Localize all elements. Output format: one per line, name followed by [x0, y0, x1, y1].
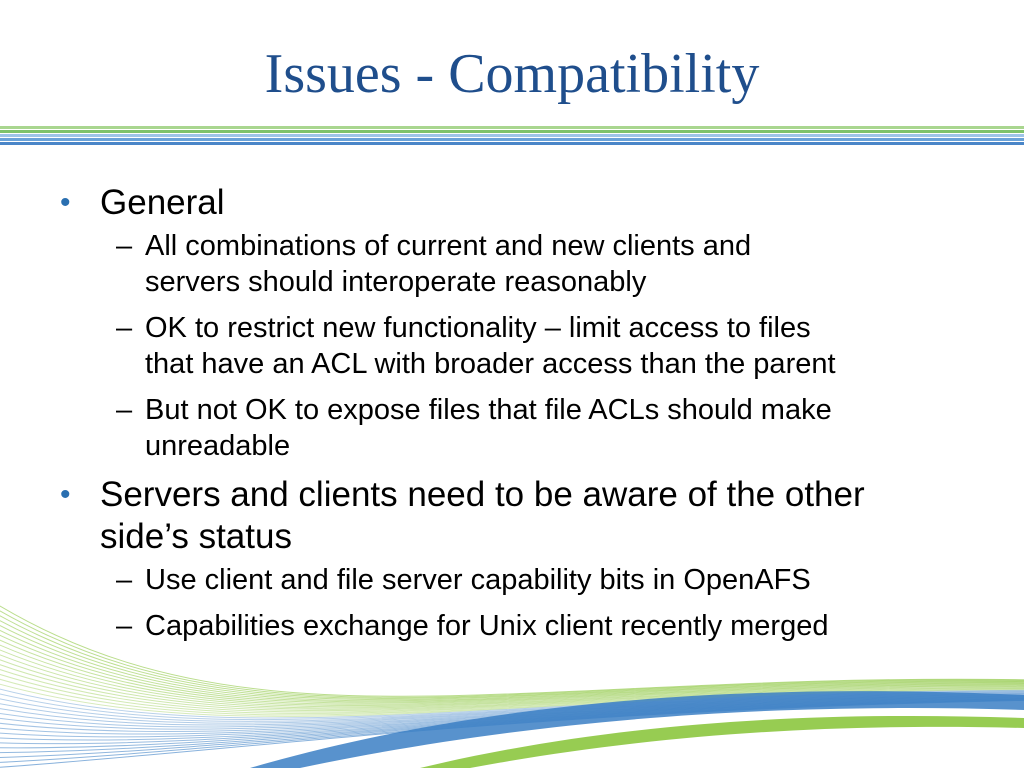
sub-bullet-interoperate — [60, 228, 980, 300]
sublist-general — [60, 228, 980, 464]
dash-marker: – — [116, 312, 133, 344]
sub-bullet-line: unreadable — [145, 430, 291, 462]
dash-marker: – — [116, 230, 133, 262]
sub-bullet-line: Use client and file server capability bits in OpenAFS — [145, 564, 811, 596]
dash-marker: – — [116, 564, 133, 596]
dash-marker: – — [116, 610, 133, 642]
sub-bullet-line: OK to restrict new functionality – limit access to files — [145, 312, 811, 344]
slide-title: Issues - Compatibility — [264, 43, 760, 105]
bullet-awareness — [60, 474, 980, 558]
sub-bullet-restrict — [60, 310, 980, 382]
bullet-marker: • — [60, 186, 71, 219]
bullet-text: side’s status — [100, 517, 292, 556]
sub-bullet-line: But not OK to expose files that file ACLs should make — [145, 394, 832, 426]
sub-bullet-expose — [60, 392, 980, 464]
sub-bullet-line: that have an ACL with broader access than the parent — [145, 348, 836, 380]
bullet-text: Servers and clients need to be aware of the other — [100, 475, 865, 514]
title-divider — [0, 126, 1024, 148]
sub-bullet-line: All combinations of current and new clients and — [145, 230, 752, 262]
sub-bullet-line: Capabilities exchange for Unix client recently merged — [145, 610, 829, 642]
bullet-general — [60, 182, 980, 224]
dash-marker: – — [116, 394, 133, 426]
bullet-marker: • — [60, 478, 71, 511]
decorative-swoosh — [0, 560, 1024, 768]
sub-bullet-line: servers should interoperate reasonably — [145, 266, 647, 298]
swoosh-lines — [0, 600, 1024, 768]
bullet-text: General — [100, 183, 225, 222]
